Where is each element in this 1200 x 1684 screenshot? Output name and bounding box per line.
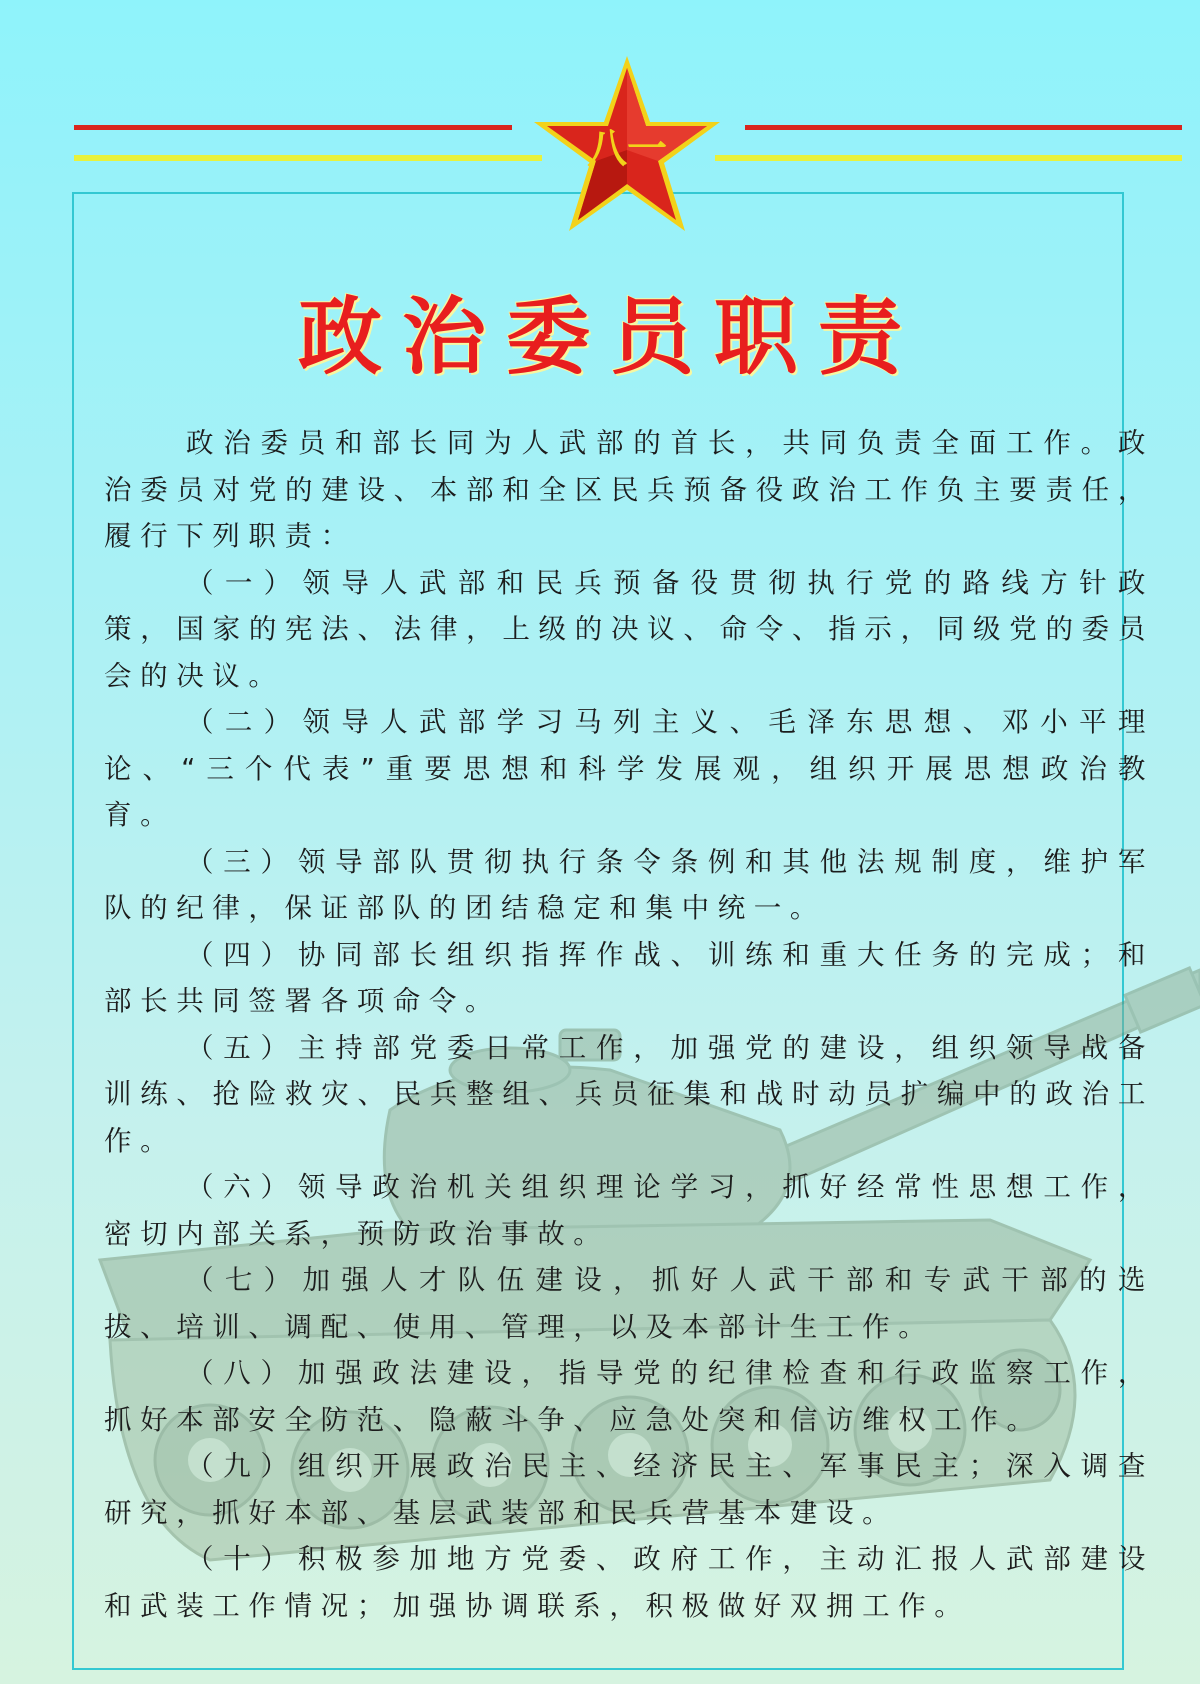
emblem-glyph: 八一 — [587, 126, 667, 172]
duty-item-8: （八）加强政法建设，指导党的纪律检查和行政监察工作，抓好本部安全防范、隐蔽斗争、应急处突和信访维权工作。 — [104, 1357, 1154, 1436]
duty-item-3: （三）领导部队贯彻执行条令条例和其他法规制度，维护军队的纪律，保证部队的团结稳定和集中统一。 — [104, 845, 1154, 924]
duty-item-9: （九）组织开展政治民主、经济民主、军事民主；深入调查研究，抓好本部、基层武装部和民兵营基本建设。 — [104, 1450, 1154, 1529]
army-star-emblem-icon — [532, 50, 722, 240]
duty-item-2: （二）领导人武部学习马列主义、毛泽东思想、邓小平理论、“三个代表”重要思想和科学发展观，组织开展思想政治教育。 — [104, 706, 1154, 831]
duty-item-1: （一）领导人武部和民兵预备役贯彻执行党的路线方针政策，国家的宪法、法律，上级的决议、命令、指示，同级党的委员会的决议。 — [104, 566, 1154, 692]
duty-item-5: （五）主持部党委日常工作，加强党的建设，组织领导战备训练、抢险救灾、民兵整组、兵员征集和战时动员扩编中的政治工作。 — [104, 1031, 1154, 1157]
header-red-line-right — [745, 125, 1182, 130]
page-title: 政治委员职责 — [297, 288, 922, 386]
header-yellow-line-left — [74, 155, 542, 161]
duty-item-4: （四）协同部长组织指挥作战、训练和重大任务的完成；和部长共同签署各项命令。 — [104, 938, 1154, 1017]
header-red-line-left — [74, 125, 512, 130]
duties-body — [104, 420, 1154, 1629]
duty-item-10: （十）积极参加地方党委、政府工作，主动汇报人武部建设和武装工作情况；加强协调联系，积极做好双拥工作。 — [104, 1543, 1154, 1622]
army-star-emblem — [532, 50, 722, 240]
header-yellow-line-right — [715, 155, 1182, 161]
duty-item-6: （六）领导政治机关组织理论学习，抓好经常性思想工作，密切内部关系，预防政治事故。 — [104, 1171, 1154, 1250]
intro-paragraph: 政治委员和部长同为人武部的首长，共同负责全面工作。政治委员对党的建设、本部和全区民兵预备役政治工作负主要责任，履行下列职责： — [104, 427, 1154, 552]
duty-item-7: （七）加强人才队伍建设，抓好人武干部和专武干部的选拔、培训、调配、使用、管理，以及本部计生工作。 — [104, 1264, 1154, 1343]
